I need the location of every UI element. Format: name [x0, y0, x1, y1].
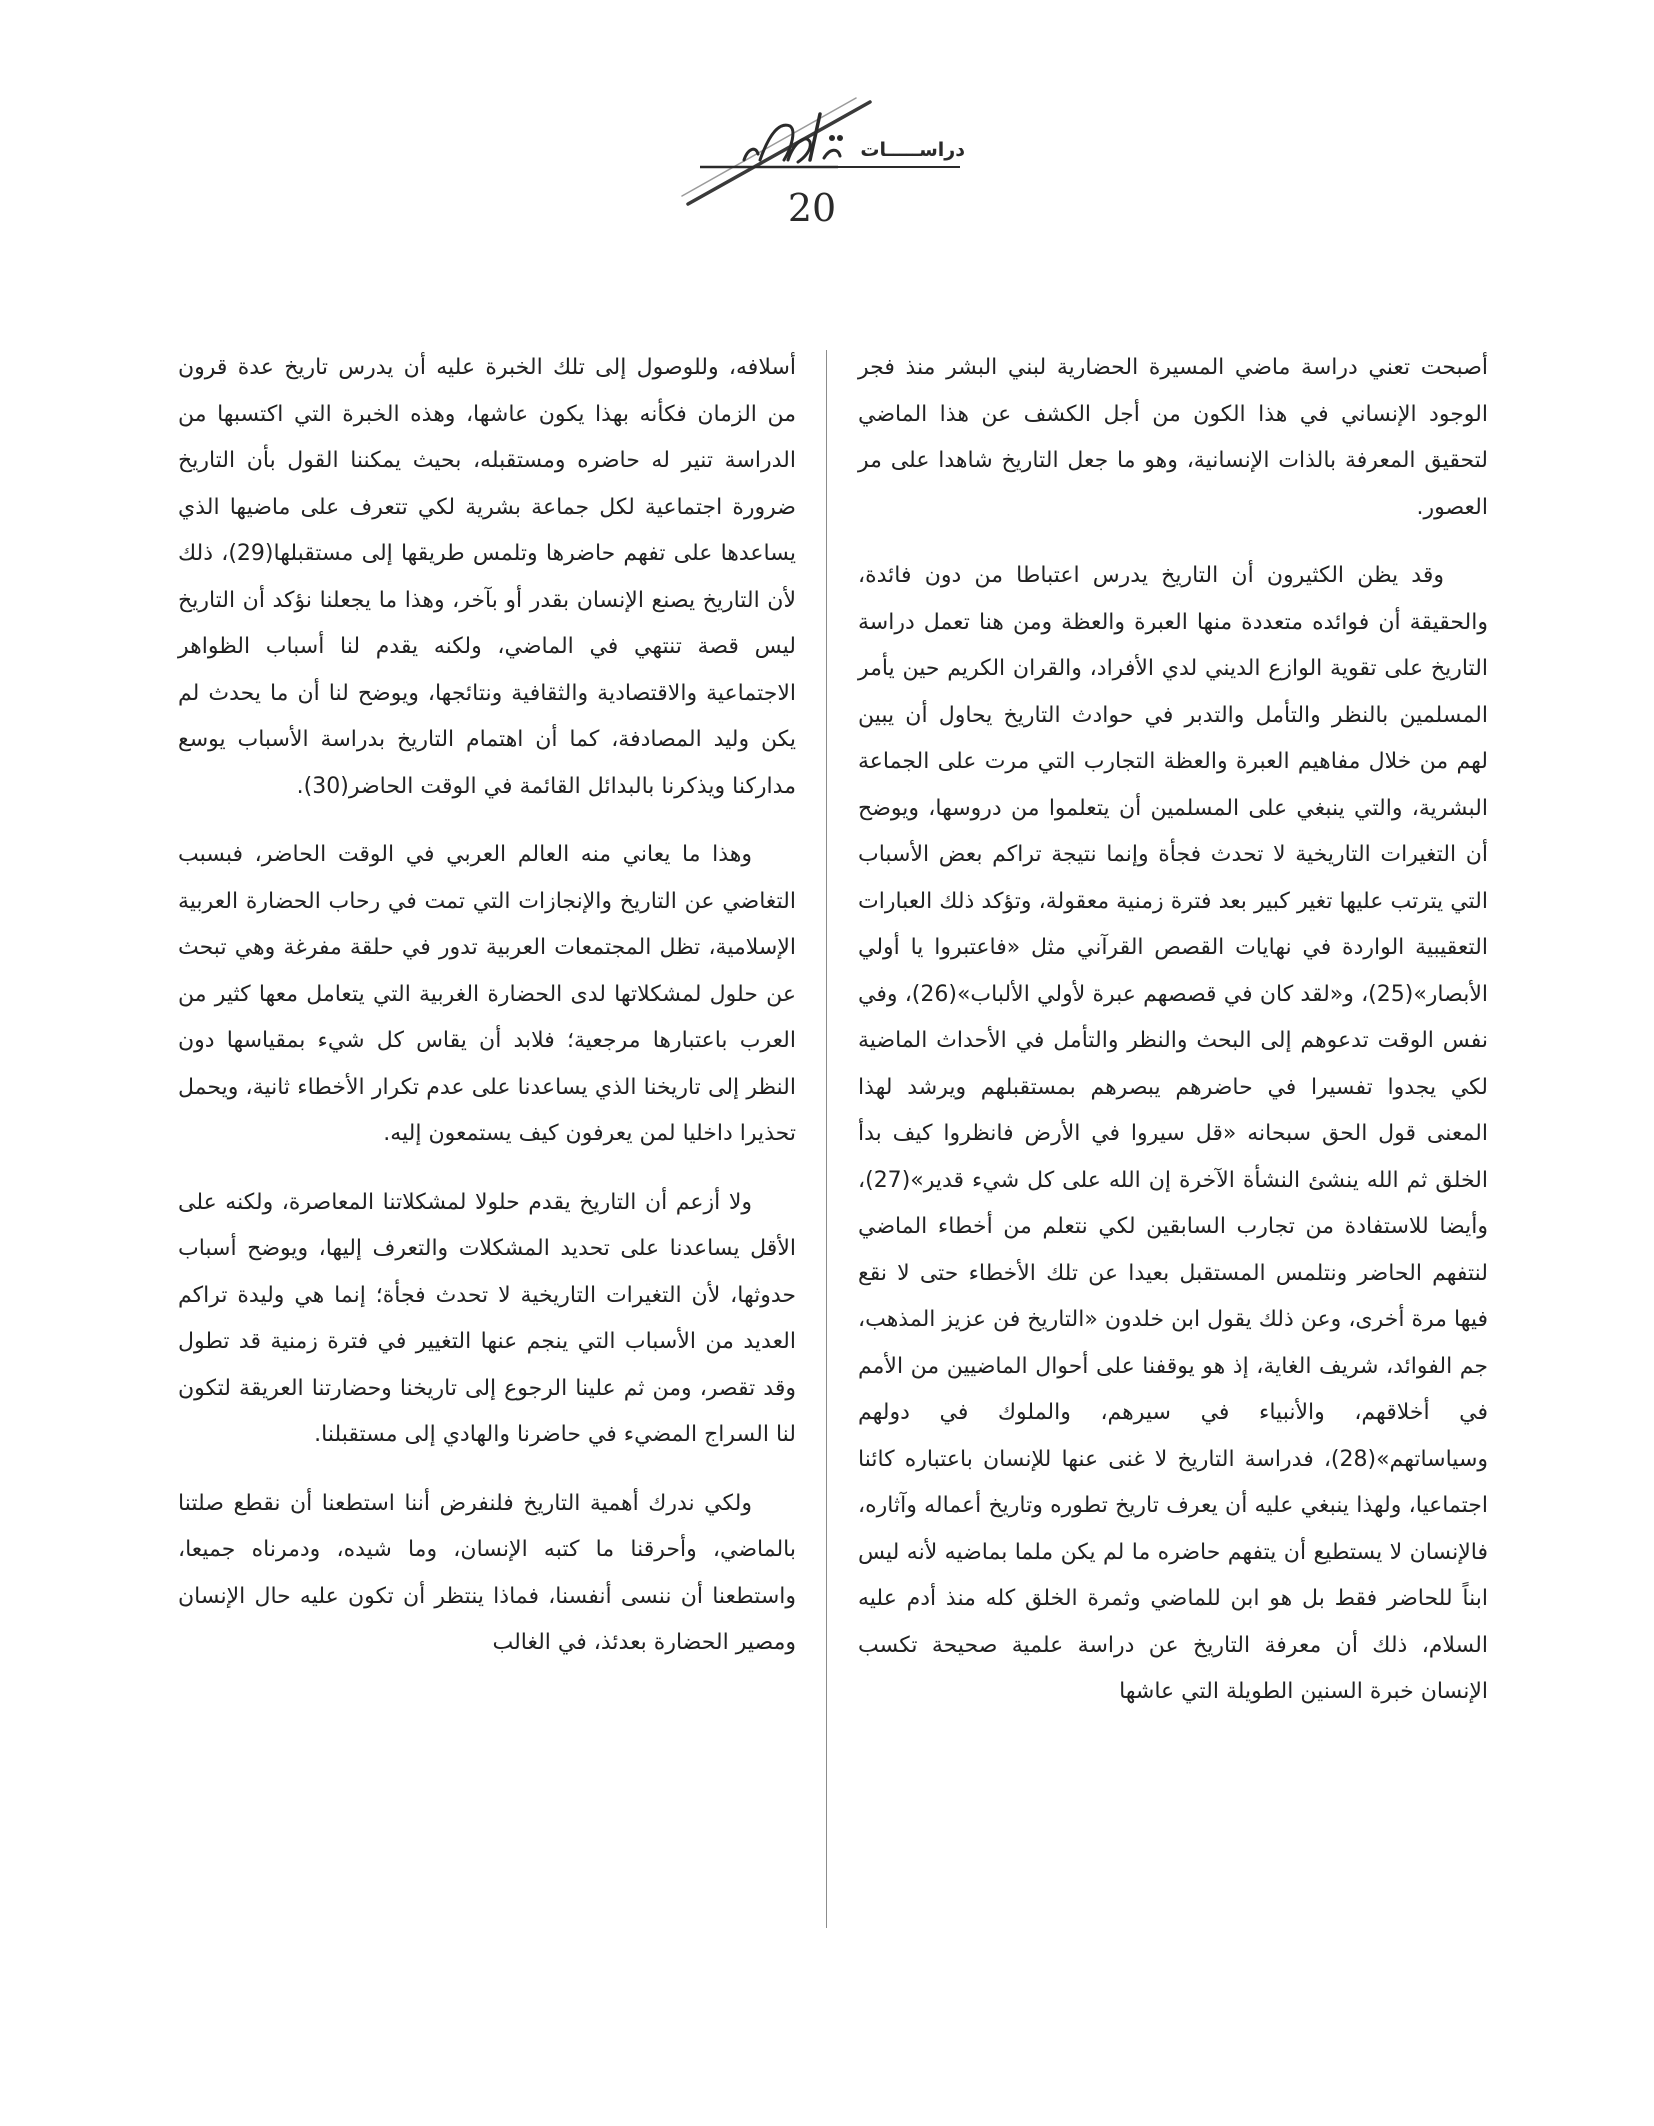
page-number: 20 — [787, 186, 837, 230]
paragraph: وقد يظن الكثيرون أن التاريخ يدرس اعتباطا من دون فائدة، والحقيقة أن فوائده متعددة منها العبرة والعظة ومن هنا تعمل دراسة التاريخ على تقوية الوازع الديني لدي الأفراد، والقران الكريم حين يأمر المسلمين بالنظر والتأمل والتدبر في حوادث التاريخ يحاول أن يبين لهم من خلال مفاهيم العبرة والعظة التجارب التي مرت على الجماعة البشرية، والتي ينبغي على المسلمين أن يتعلموا من دروسها، ويوضح أن التغيرات التاريخية لا تحدث فجأة وإنما نتيجة تراكم بعض الأسباب التي يترتب عليها تغير كبير بعد فترة زمنية معقولة، وتؤكد ذلك العبارات التعقيبية الواردة في نهايات القصص القرآني مثل «فاعتبروا يا أولي الأبصار»(25)، و«لقد كان في قصصهم عبرة لأولي الألباب»(26)، وفي نفس الوقت تدعوهم إلى البحث والنظر والتأمل في الأحداث الماضية لكي يجدوا تفسيرا في حاضرهم يبصرهم بمستقبلهم ويرشد لهذا المعنى قول الحق سبحانه «قل سيروا في الأرض فانظروا كيف بدأ الخلق ثم الله ينشئ النشأة الآخرة إن الله على كل شيء قدير»(27)، وأيضا للاستفادة من تجارب السابقين لكي نتعلم من أخطاء الماضي لنتفهم الحاضر ونتلمس المستقبل بعيدا عن تلك الأخطاء حتى لا نقع فيها مرة أخرى، وعن ذلك يقول ابن خلدون «التاريخ فن عزيز المذهب، جم الفوائد، شريف الغاية، إذ هو يوقفنا على أحوال الماضيين من الأمم في أخلاقهم، والأنبياء في سيرهم، والملوك في دولهم وسياساتهم»(28)، فدراسة التاريخ لا غنى عنها للإنسان باعتباره كائنا اجتماعيا، ولهذا ينبغي عليه أن يعرف تاريخ تطوره وتاريخ أعماله وآثاره، فالإنسان لا يستطيع أن يتفهم حاضره ما لم يكن ملما بماضيه لأنه ليس ابناً للحاضر فقط بل هو ابن للماضي وثمرة الخلق كله منذ أدم عليه السلام، ذلك أن معرفة التاريخ عن دراسة علمية صحيحة تكسب الإنسان خبرة السنين الطويلة التي عاشها — [858, 563, 1488, 1704]
section-label: دراســـــات — [860, 139, 965, 161]
paragraph: ولا أزعم أن التاريخ يقدم حلولا لمشكلاتنا المعاصرة، ولكنه على الأقل يساعدنا على تحديد المشكلات والتعرف إليها، ويوضح أسباب حدوثها، لأن التغيرات التاريخية لا تحدث فجأة؛ إنما هي وليدة تراكم العديد من الأسباب التي ينجم عنها التغيير في فترة زمنية قد تطول وقد تقصر، ومن ثم علينا الرجوع إلى تاريخنا وحضارتنا العريقة لتكون لنا السراج المضيء في حاضرنا والهادي إلى مستقبلنا. — [178, 1189, 796, 1447]
paragraph: أصبحت تعني دراسة ماضي المسيرة الحضارية لبني البشر منذ فجر الوجود الإنساني في هذا الكون من أجل الكشف عن هذا الماضي لتحقيق المعرفة بالذات الإنسانية، وهو ما جعل التاريخ شاهدا على مر العصور. — [858, 355, 1488, 520]
left-column — [178, 345, 796, 1689]
column-divider — [826, 350, 827, 1928]
paragraph: أسلافه، وللوصول إلى تلك الخبرة عليه أن يدرس تاريخ عدة قرون من الزمان فكأنه بهذا يكون عاشها، وهذه الخبرة التي اكتسبها من الدراسة تنير له حاضره ومستقبله، بحيث يمكننا القول بأن التاريخ ضرورة اجتماعية لكل جماعة بشرية لكي تتعرف على ماضيها الذي يساعدها على تفهم حاضرها وتلمس طريقها إلى مستقبلها(29)، ذلك لأن التاريخ يصنع الإنسان بقدر أو بآخر، وهذا ما يجعلنا نؤكد أن التاريخ ليس قصة تنتهي في الماضي، ولكنه يقدم لنا أسباب الظواهر الاجتماعية والاقتصادية والثقافية ونتائجها، ويوضح لنا أن ما يحدث لم يكن وليد المصادفة، كما أن اهتمام التاريخ بدراسة الأسباب يوسع مداركنا ويذكرنا بالبدائل القائمة في الوقت الحاضر(30). — [178, 355, 797, 799]
paragraph: وهذا ما يعاني منه العالم العربي في الوقت الحاضر، فبسبب التغاضي عن التاريخ والإنجازات التي تمت في رحاب الحضارة العربية الإسلامية، تظل المجتمعات العربية تدور في حلقة مفرغة وهي تبحث عن حلول لمشكلاتها لدى الحضارة الغربية التي يتعامل معها كثير من العرب باعتبارها مرجعية؛ فلابد أن يقاس كل شيء بمقياسها دون النظر إلى تاريخنا الذي يساعدنا على عدم تكرار الأخطاء ثانية، ويحمل تحذيرا داخليا لمن يعرفون كيف يستمعون إليه. — [178, 842, 796, 1146]
paragraph: ولكي ندرك أهمية التاريخ فلنفرض أننا استطعنا أن نقطع صلتنا بالماضي، وأحرقنا ما كتبه الإنسان، وما شيده، ودمرناه جميعا، واستطعنا أن ننسى أنفسنا، فماذا ينتظر أن تكون عليه حال الإنسان ومصير الحضارة بعدئذ، في الغالب — [178, 1490, 796, 1655]
right-column — [858, 345, 1488, 1738]
